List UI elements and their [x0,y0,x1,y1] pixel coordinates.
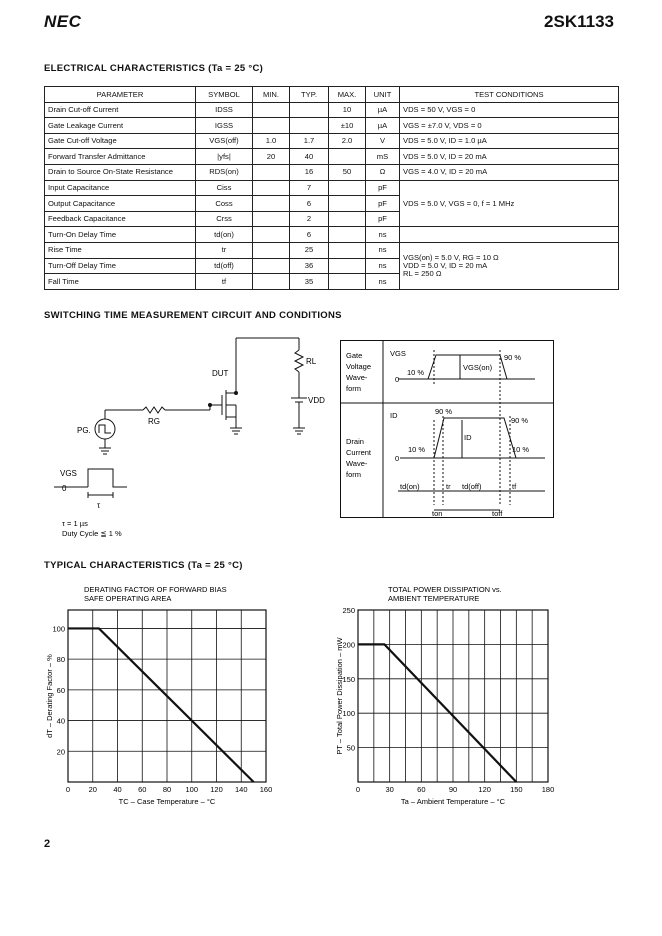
chart-title-line: DERATING FACTOR OF FORWARD BIAS [84,585,227,594]
ec-row [45,227,619,243]
ec-cell-cond [400,164,619,180]
ec-cell-unit: Ω [366,164,400,180]
gate-label-2: Voltage [346,362,372,371]
wave-vgson-label: VGS(on) [463,363,493,372]
ec-cell-cond: VGS = ±7.0 V, VDS = 0 [403,120,482,130]
x-tick-label: 20 [88,785,97,794]
x-tick-label: 40 [113,785,122,794]
ec-col-header: MIN. [253,87,290,103]
page-number: 2 [44,838,51,850]
wave-tdoff-label: td(off) [462,482,482,491]
wave-toff-label: toff [492,509,503,518]
ec-cell-symbol: Ciss [196,180,253,196]
ec-cell-typ: 7 [290,180,329,196]
ec-cell-unit: µA [366,118,400,134]
ec-cell-typ: 16 [290,164,329,180]
rl-label: RL [306,357,317,366]
y-axis-label: dT – Derating Factor – % [45,654,54,738]
electrical-characteristics-table [44,86,619,290]
zero-label: 0 [62,484,67,493]
x-tick-label: 90 [448,785,458,794]
ec-cell-max [329,211,366,227]
y-tick-label: 100 [52,624,65,634]
sw-cond-2: VDD = 5.0 V, ID = 20 mA [403,261,488,271]
ec-cell-typ: 2 [290,211,329,227]
ec-col-header: MAX. [329,87,366,103]
wave-90pct-gate: 90 % [504,353,522,362]
ec-cell-cond [400,133,619,149]
wave-zero-gate: 0 [395,375,400,384]
gate-label-1: Gate [346,351,363,360]
ec-cell-typ: 35 [290,274,329,290]
derating-chart [44,582,284,814]
ec-cell-max [329,258,366,274]
x-tick-label: 100 [185,785,199,794]
brand-logo: NEC [44,12,82,31]
dut-label: DUT [212,369,229,378]
x-tick-label: 160 [259,785,273,794]
wave-ton-label: ton [432,509,443,518]
ec-cell-max [329,149,366,165]
ec-row [45,180,619,196]
switching-title: SWITCHING TIME MEASUREMENT CIRCUIT AND CONDITIONS [44,310,342,321]
ec-cell-param: Feedback Capacitance [45,211,196,227]
ec-cell-symbol: Coss [196,196,253,212]
ec-cell-typ: 36 [290,258,329,274]
ec-cell-min [253,102,290,118]
wave-10pct-drain-left: 10 % [408,445,426,454]
y-axis-label: PT – Total Power Dissipation – mW [335,637,344,755]
ec-cell-unit: mS [366,149,400,165]
ec-cell-symbol: RDS(on) [196,164,253,180]
ec-cell-typ: 6 [290,227,329,243]
ec-cell-min: 20 [253,149,290,165]
x-tick-label: 30 [385,785,394,794]
ec-cap-cond [400,180,619,227]
chart-title-line: AMBIENT TEMPERATURE [388,594,480,603]
vgs-pulse-label: VGS [60,469,77,478]
drain-label-2: Current [346,448,372,457]
wave-id-label: ID [390,411,398,420]
ec-cell-unit: pF [366,196,400,212]
drain-label-3: Wave- [346,459,368,468]
y-tick-label: 20 [56,747,65,757]
x-tick-label: 140 [234,785,248,794]
ec-cell-max [329,227,366,243]
ec-cell-min [253,180,290,196]
x-tick-label: 80 [162,785,172,794]
x-tick-label: 120 [210,785,223,794]
ec-cell-max: 10 [329,102,366,118]
sw-cond-1: VGS(on) = 5.0 V, RG = 10 Ω [403,253,499,263]
ec-cell-max [329,180,366,196]
rg-label: RG [148,417,160,426]
x-tick-label: 60 [417,785,426,794]
ec-cell-symbol: IDSS [196,102,253,118]
y-tick-label: 150 [342,674,355,684]
ec-row [45,164,619,180]
wave-tf-label: tf [512,482,517,491]
duty-cycle-note: Duty Cycle ≦ 1 % [62,529,122,538]
chart-title-line: SAFE OPERATING AREA [84,594,172,603]
y-tick-label: 40 [56,716,65,726]
ec-row [45,242,619,258]
wave-10pct-gate: 10 % [407,368,425,377]
ec-cell-symbol: tr [196,242,253,258]
ec-cell-symbol: VGS(off) [196,133,253,149]
wave-90pct-drain-left: 90 % [435,407,453,416]
x-tick-label: 0 [65,785,71,794]
tau-label: τ [97,501,101,510]
x-tick-label: 180 [541,785,555,794]
ec-row [45,102,619,118]
ec-cell-param: Drain Cut-off Current [45,102,196,118]
x-tick-label: 120 [478,785,491,794]
ec-row [45,118,619,134]
ec-cell-unit: V [366,133,400,149]
vdd-label: VDD [308,396,325,405]
ec-cell-typ: 6 [290,196,329,212]
ec-cell-typ [290,118,329,134]
ec-cell-param: Fall Time [45,274,196,290]
x-tick-label: 0 [355,785,361,794]
x-tick-label: 60 [138,785,147,794]
ec-cell-symbol: tf [196,274,253,290]
ec-cell-min [253,227,290,243]
power-dissipation-chart [330,582,580,814]
ec-cell-max: 2.0 [329,133,366,149]
gate-label-3: Wave- [346,373,368,382]
wave-vgs-label: VGS [390,349,406,358]
ec-col-header: UNIT [366,87,400,103]
ec-row [45,149,619,165]
ec-cell-max [329,196,366,212]
x-axis-label: TC – Case Temperature – °C [118,797,216,806]
ec-cell-cond [400,102,619,118]
ec-cell-min [253,164,290,180]
ec-cell-max [329,242,366,258]
ec-sw-cond [400,242,619,289]
ec-cell-max: 50 [329,164,366,180]
ec-col-header: TEST CONDITIONS [400,87,619,103]
ec-cell-param: Input Capacitance [45,180,196,196]
ec-cell-cond [400,227,619,243]
sw-cond-3: RL = 250 Ω [403,268,442,278]
ec-cell-symbol: td(off) [196,258,253,274]
x-axis-label: Ta – Ambient Temperature – °C [400,797,506,806]
chart-title-line: TOTAL POWER DISSIPATION vs. [388,585,502,594]
wave-tdon-label: td(on) [400,482,420,491]
waveform-diagram [340,340,555,520]
ec-cell-unit: pF [366,180,400,196]
ec-cell-unit: µA [366,102,400,118]
ec-cell-max: ±10 [329,118,366,134]
y-tick-label: 200 [342,640,355,650]
wave-id-inner-label: ID [464,433,472,442]
ec-cell-cond: VDS = 5.0 V, ID = 1.0 µA [403,136,487,146]
ec-col-header: SYMBOL [196,87,253,103]
ec-cell-unit: ns [366,274,400,290]
ec-cell-cond: VGS = 4.0 V, ID = 20 mA [403,167,488,177]
wave-90pct-drain-right: 90 % [511,416,529,425]
y-tick-label: 80 [56,655,65,665]
ec-cell-typ: 40 [290,149,329,165]
wave-tr-label: tr [446,482,451,491]
ec-cell-cond [400,118,619,134]
ec-cell-param: Turn-Off Delay Time [45,258,196,274]
series-line [68,628,254,782]
ec-cell-typ: 25 [290,242,329,258]
ec-cell-min [253,196,290,212]
ec-col-header: TYP. [290,87,329,103]
ec-cell-min [253,274,290,290]
ec-title: ELECTRICAL CHARACTERISTICS (Ta = 25 °C) [44,63,264,74]
drain-label-1: Drain [346,437,364,446]
ec-cell-symbol: IGSS [196,118,253,134]
cap-cond-text: VDS = 5.0 V, VGS = 0, f = 1 MHz [403,198,515,208]
ec-cell-max [329,274,366,290]
ec-cell-min: 1.0 [253,133,290,149]
ec-cell-unit: ns [366,242,400,258]
x-tick-label: 150 [510,785,523,794]
wave-zero-drain: 0 [395,454,400,463]
ec-cell-min [253,211,290,227]
drain-label-4: form [346,470,361,479]
ec-cell-unit: pF [366,211,400,227]
ec-cell-symbol: Crss [196,211,253,227]
typical-title: TYPICAL CHARACTERISTICS (Ta = 25 °C) [44,560,243,571]
part-number: 2SK1133 [544,12,614,31]
ec-cell-symbol: |yfs| [196,149,253,165]
pg-label: PG. [77,426,91,435]
ec-row [45,133,619,149]
y-tick-label: 250 [342,606,355,615]
ec-cell-symbol: td(on) [196,227,253,243]
ec-cell-unit: ns [366,258,400,274]
tau-note: τ = 1 µs [62,519,88,528]
ec-cell-min [253,118,290,134]
switching-circuit [40,330,340,550]
ec-cell-cond: VDS = 50 V, VGS = 0 [403,105,476,115]
ec-cell-min [253,242,290,258]
y-tick-label: 60 [56,685,65,695]
ec-cell-typ: 1.7 [290,133,329,149]
ec-cell-param: Gate Leakage Current [45,118,196,134]
y-tick-label: 100 [342,709,355,719]
ec-cell-unit: ns [366,227,400,243]
ec-cell-param: Output Capacitance [45,196,196,212]
ec-cell-param: Rise Time [45,242,196,258]
y-tick-label: 50 [346,743,355,753]
ec-cell-min [253,258,290,274]
ec-cell-param: Drain to Source On-State Resistance [45,164,196,180]
ec-cell-cond [400,149,619,165]
ec-cell-cond: VDS = 5.0 V, ID = 20 mA [403,151,487,161]
ec-cell-param: Turn-On Delay Time [45,227,196,243]
ec-cell-param: Gate Cut-off Voltage [45,133,196,149]
ec-cell-param: Forward Transfer Admittance [45,149,196,165]
wave-10pct-drain-right: 10 % [512,445,530,454]
ec-cell-typ [290,102,329,118]
gate-label-4: form [346,384,361,393]
ec-col-header: PARAMETER [45,87,196,103]
